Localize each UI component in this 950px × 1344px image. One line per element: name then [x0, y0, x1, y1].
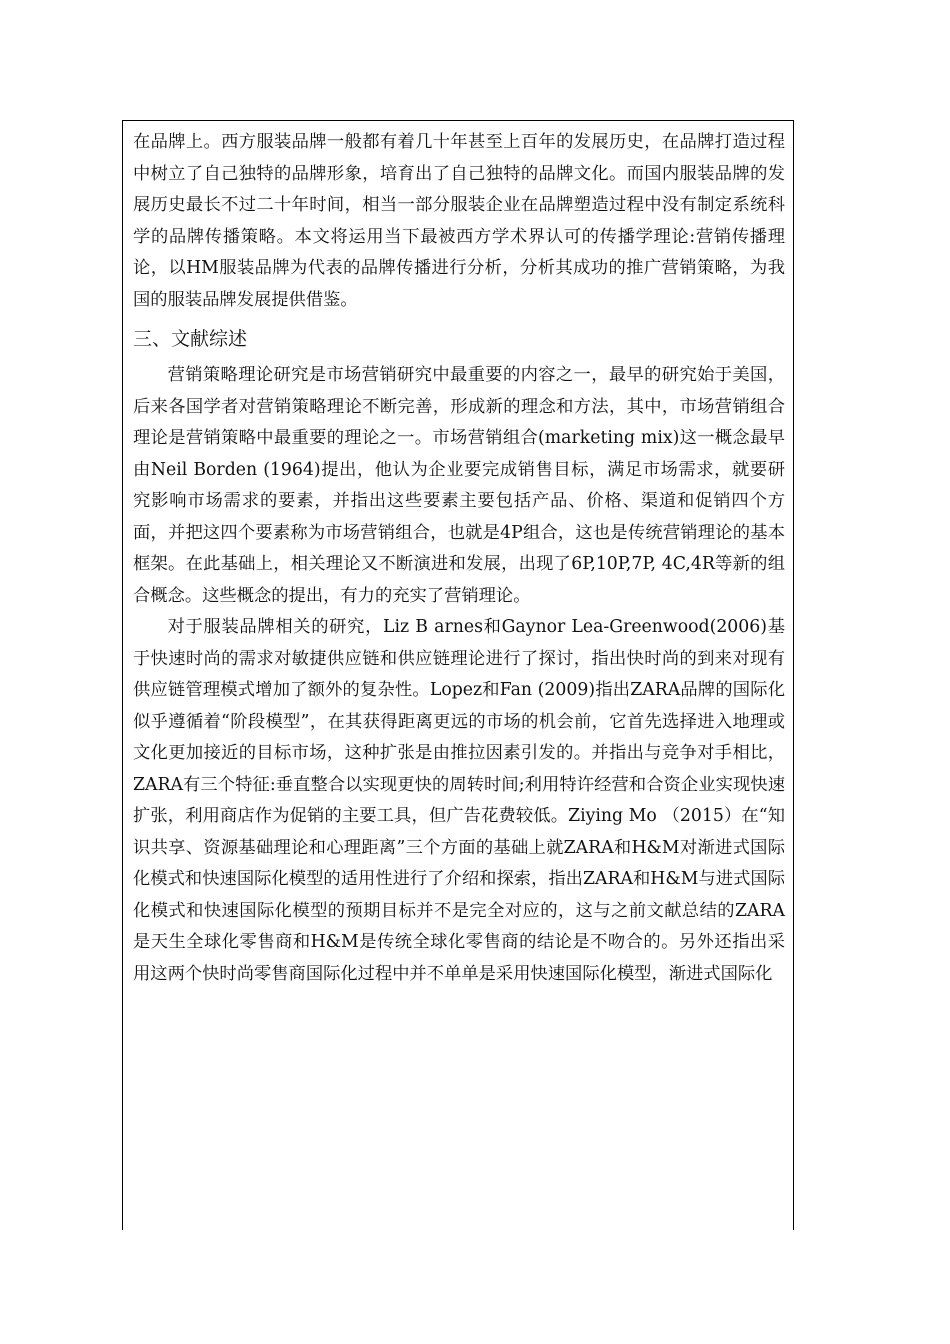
paragraph-intro: 在品牌上。西方服装品牌一般都有着几十年甚至上百年的发展历史，在品牌打造过程中树立了自己独特的品牌形象，培育出了自己独特的品牌文化。而国内服装品牌的发展历史最长不过二十年时间，相当一部分服装企业在品牌塑造过程中没有制定系统科学的品牌传播策略。本文将运用当下最被西方学术界认可的传播学理论:营销传播理论，以HM服装品牌为代表的品牌传播进行分析，分析其成功的推广营销策略，为我国的服装品牌发展提供借鉴。: [133, 132, 785, 310]
document-frame: [122, 120, 794, 1230]
paragraph-marketing-theory: 营销策略理论研究是市场营销研究中最重要的内容之一，最早的研究始于美国，后来各国学者对营销策略理论不断完善，形成新的理念和方法，其中，市场营销组合理论是营销策略中最重要的理论之一。市场营销组合(marketing mix)这一概念最早由Neil Borden (1964)提出，他认为企业要完成销售目标，满足市场需求，就要研究影响市场需求的要素，并指出这些要素主要包括产品、价格、渠道和促销四个方面，并把这四个要素称为市场营销组合，也就是4P组合，这也是传统营销理论的基本框架。在此基础上，相关理论又不断演进和发展，出现了6P,10P,7P, 4C,4R等新的组合概念。这些概念的提出，有力的充实了营销理论。: [133, 365, 785, 606]
section-heading: 三、文献综述: [133, 328, 248, 350]
document-body: [133, 127, 785, 990]
paragraph-apparel-research: 对于服装品牌相关的研究，Liz B arnes和Gaynor Lea-Greenwood(2006)基于快速时尚的需求对敏捷供应链和供应链理论进行了探讨，指出快时尚的到来对现有供应链管理模式增加了额外的复杂性。Lopez和Fan (2009)指出ZARA品牌的国际化似乎遵循着“阶段模型”，在其获得距离更远的市场的机会前，它首先选择进入地理或文化更加接近的目标市场，这种扩张是由推拉因素引发的。并指出与竞争对手相比，ZARA有三个特征:垂直整合以实现更快的周转时间;利用特许经营和合资企业实现快速扩张，利用商店作为促销的主要工具，但广告花费较低。Ziying Mo （2015）在“知识共享、资源基础理论和心理距离”三个方面的基础上就ZARA和H&M对渐进式国际化模式和快速国际化模型的适用性进行了介绍和探索，指出ZARA和H&M与进式国际化模式和快速国际化模型的预期目标并不是完全对应的，这与之前文献总结的ZARA是天生全球化零售商和H&M是传统全球化零售商的结论是不吻合的。另外还指出采用这两个快时尚零售商国际化过程中并不单单是采用快速国际化模型，渐进式国际化: [133, 617, 785, 984]
